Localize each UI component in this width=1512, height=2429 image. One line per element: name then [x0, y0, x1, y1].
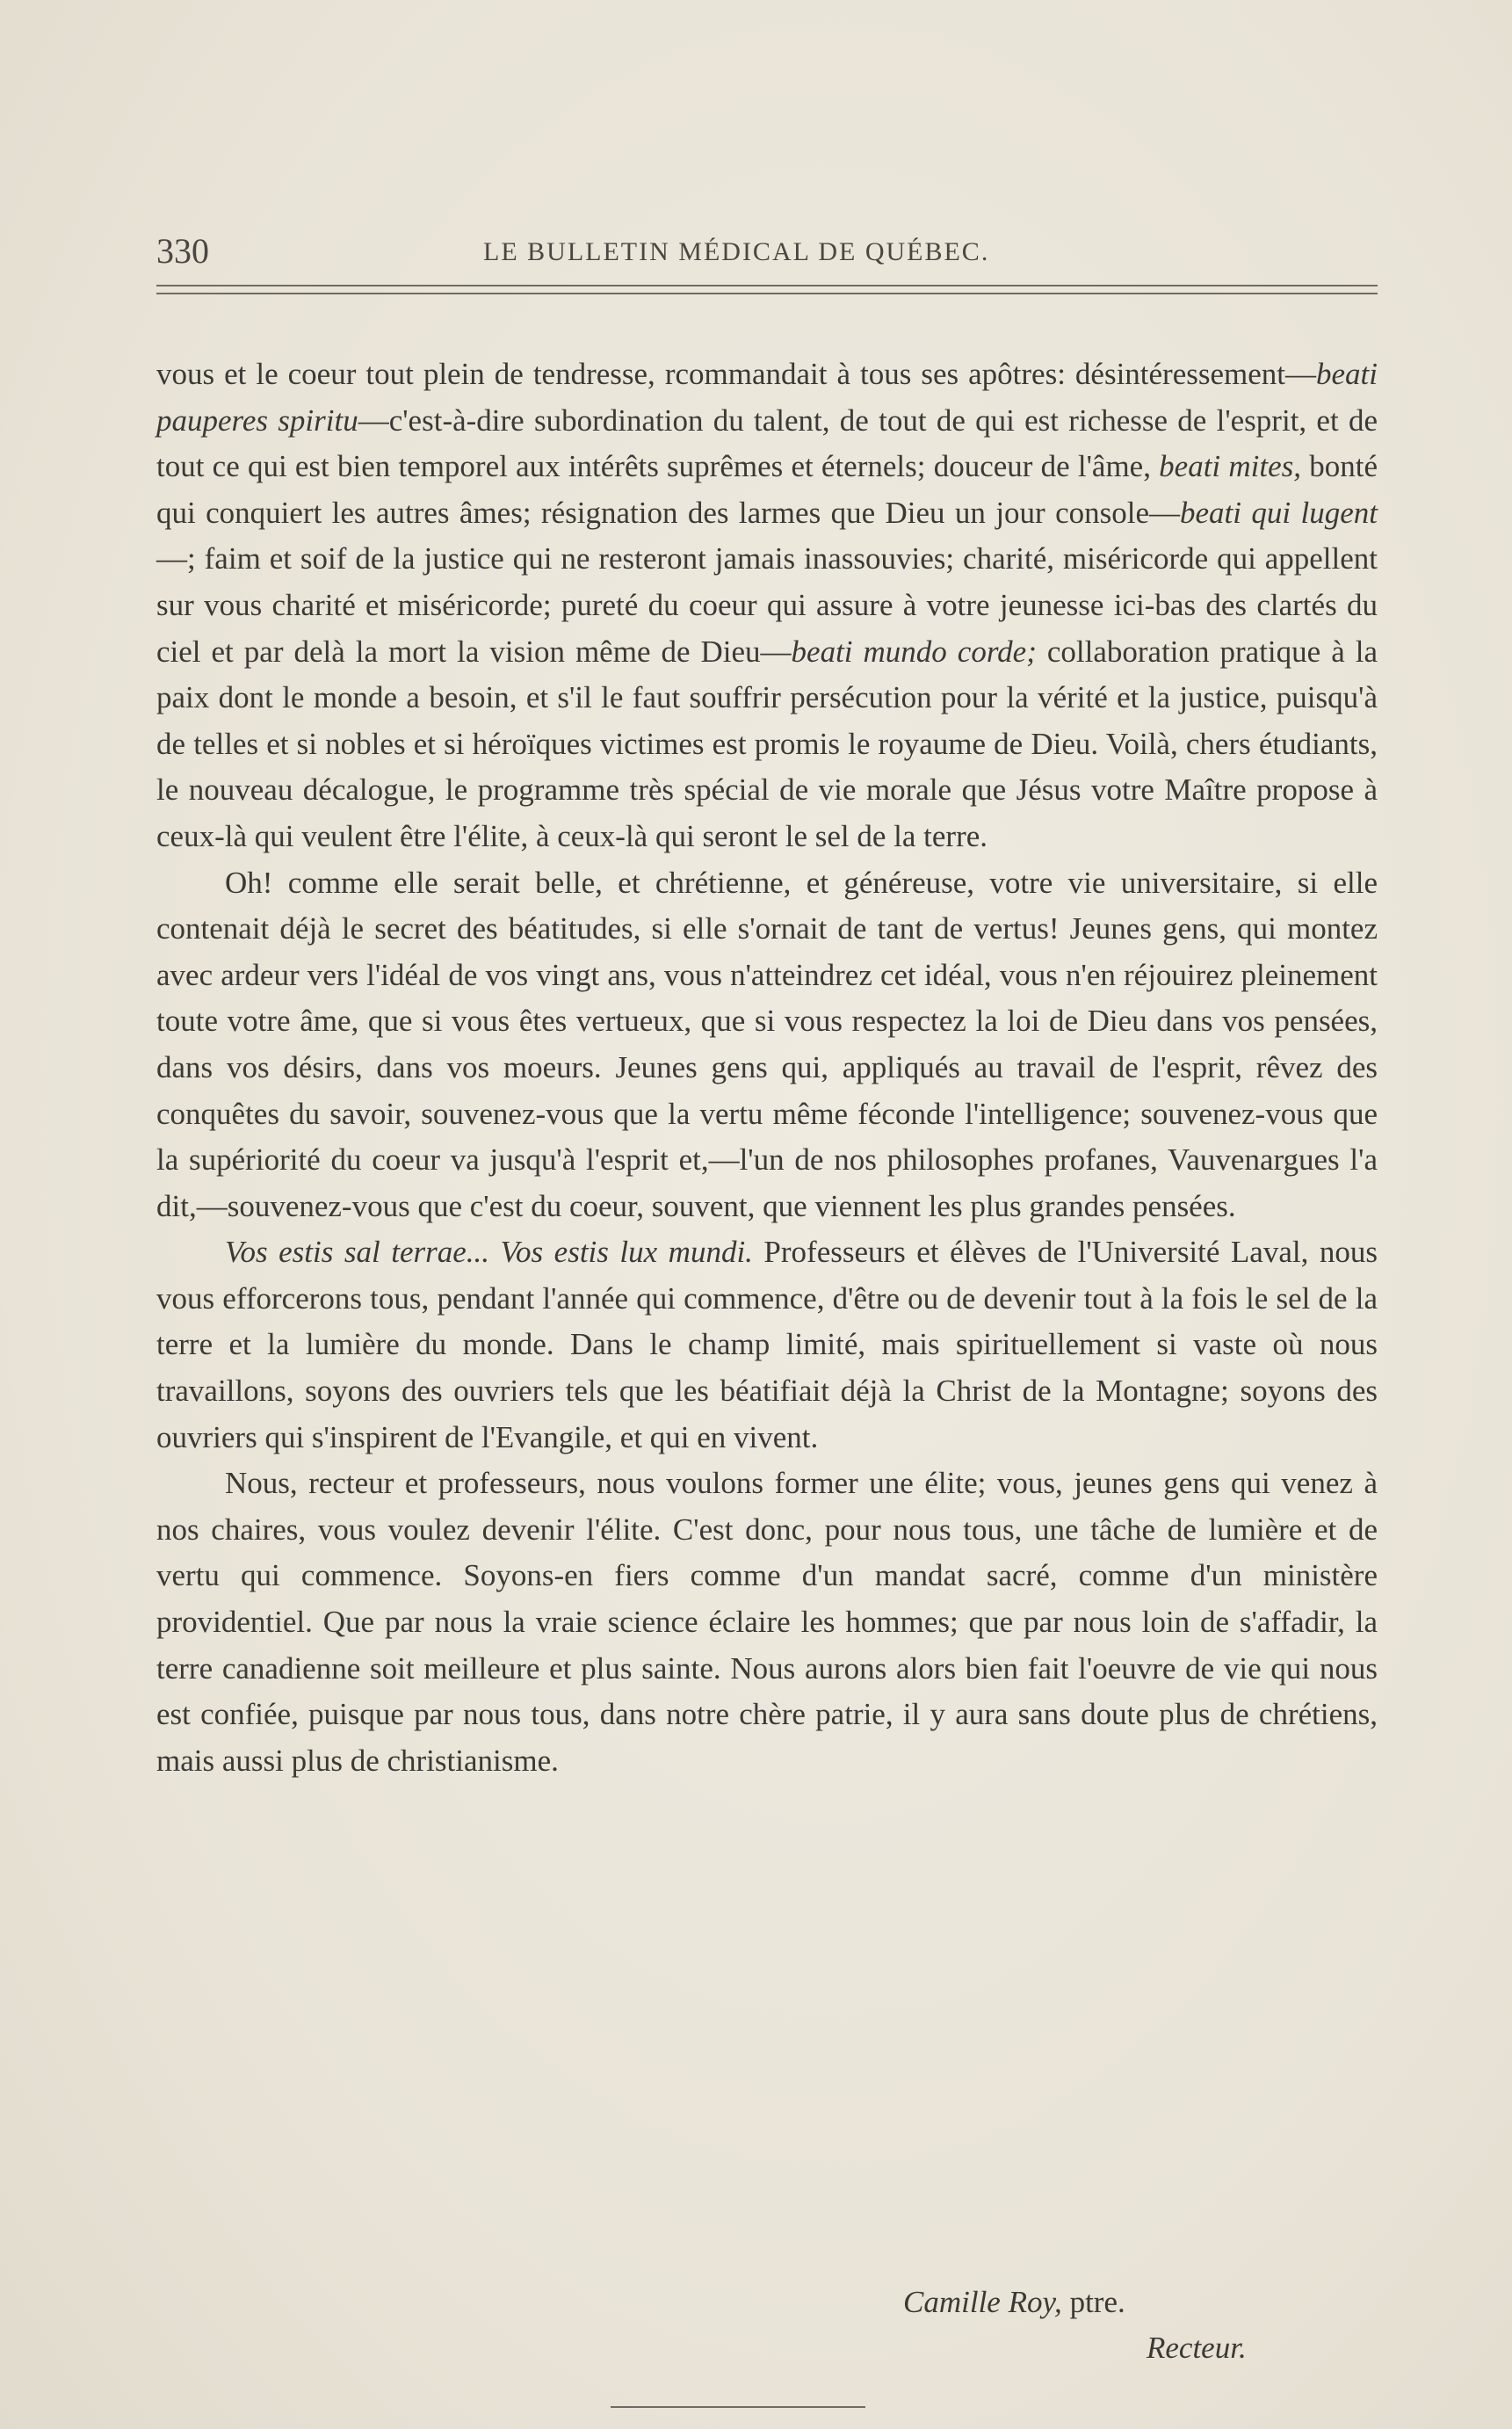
text-run: vous et le coeur tout plein de tendresse, rcommandait à tous ses apôtres: désintéressement—	[156, 357, 1317, 391]
page-number: 330	[156, 231, 209, 271]
italic-run: beati mundo corde;	[791, 634, 1037, 669]
signature-role: Recteur.	[1147, 2331, 1247, 2365]
running-title: LE BULLETIN MÉDICAL DE QUÉBEC.	[483, 237, 990, 266]
paragraph-4	[156, 1461, 1378, 1784]
italic-run: beati pauperes spiritu	[156, 357, 1378, 438]
text-run: Oh! comme elle serait belle, et chrétienne, et généreuse, votre vie universitaire, si elle contenait déjà le secret des béatitudes, si elle s'ornait de tant de vertus! Jeunes gens, qui montez avec ardeur vers l'idéal de vos vingt ans, vous n'atteindrez cet idéal, vous n'en réjouirez pleinement toute votre âme, que si vous êtes vertueux, que si vous respectez la loi de Dieu dans vos pensées, dans vos désirs, dans vos moeurs. Jeunes gens qui, appliqués au travail de l'esprit, rêvez des conquêtes du savoir, souvenez-vous que la vertu même féconde l'intelligence; souvenez-vous que la supériorité du coeur va jusqu'à l'esprit et,—l'un de nos philosophes profanes, Vauvenargues l'a dit,—souvenez-vous que c'est du coeur, souvent, que viennent les plus grandes pensées.	[156, 865, 1378, 1223]
article-body	[156, 352, 1378, 1784]
text-run: collaboration pratique à la paix dont le monde a besoin, et s'il le faut souffrir persécution pour la vérité et la justice, puisqu'à de telles et si nobles et si héroïques victimes est promis le royaume de Dieu. Voilà, chers étudiants, le nouveau décalogue, le programme très spécial de vie morale que Jésus votre Maître propose à ceux-là qui veulent être l'élite, à ceux-là qui seront le sel de la terre.	[156, 634, 1378, 853]
footer-rule	[611, 2406, 865, 2408]
italic-run: beati mites,	[1159, 449, 1301, 484]
text-run: Professeurs et élèves de l'Université Laval, nous vous efforcerons tous, pendant l'année qui commence, d'être ou de devenir tout à la fois le sel de la terre et la lumière du monde. Dans le champ limité, mais spirituellement si vaste où nous travaillons, soyons des ouvriers tels que les béatifiait déjà la Christ de la Montagne; soyons des ouvriers qui s'inspirent de l'Evangile, et qui en vivent.	[156, 1235, 1378, 1454]
text-run: Nous, recteur et professeurs, nous voulons former une élite; vous, jeunes gens qui venez à nos chaires, vous voulez devenir l'élite. C'est donc, pour nous tous, une tâche de lumière et de vertu qui commence. Soyons-en fiers comme d'un mandat sacré, comme d'un ministère providentiel. Que par nous la vraie science éclaire les hommes; que par nous loin de s'affadir, la terre canadienne soit meilleure et plus sainte. Nous aurons alors bien fait l'oeuvre de vie qui nous est confiée, puisque par nous tous, dans notre chère patrie, il y aura sans doute plus de chrétiens, mais aussi plus de christianisme.	[156, 1466, 1378, 1778]
italic-run: Vos estis sal terrae... Vos estis lux mundi.	[225, 1235, 753, 1270]
signature-line	[903, 2285, 1125, 2320]
signature-name: Camille Roy,	[903, 2285, 1062, 2319]
header-rule-top	[156, 285, 1378, 286]
page-header	[156, 230, 1378, 283]
paragraph-1	[156, 352, 1378, 860]
paragraph-2	[156, 860, 1378, 1230]
text-run: —; faim et soif de la justice qui ne resteront jamais inassouvies; charité, miséricorde qui appellent sur vous charité et miséricorde; pureté du coeur qui assure à votre jeunesse ici-bas des clartés du ciel et par delà la mort la vision même de Dieu—	[156, 541, 1378, 669]
header-rule-bottom	[156, 293, 1378, 294]
text-run: —c'est-à-dire subordination du talent, de tout de qui est richesse de l'esprit, et de tout ce qui est bien temporel aux intérêts suprêmes et éternels; douceur de l'âme,	[156, 402, 1378, 484]
italic-run: beati qui lugent	[1180, 495, 1378, 530]
signature-suffix: ptre.	[1061, 2285, 1125, 2319]
paragraph-3	[156, 1229, 1378, 1461]
text-run: bonté qui conquiert les autres âmes; résignation des larmes que Dieu un jour console—	[156, 449, 1378, 530]
